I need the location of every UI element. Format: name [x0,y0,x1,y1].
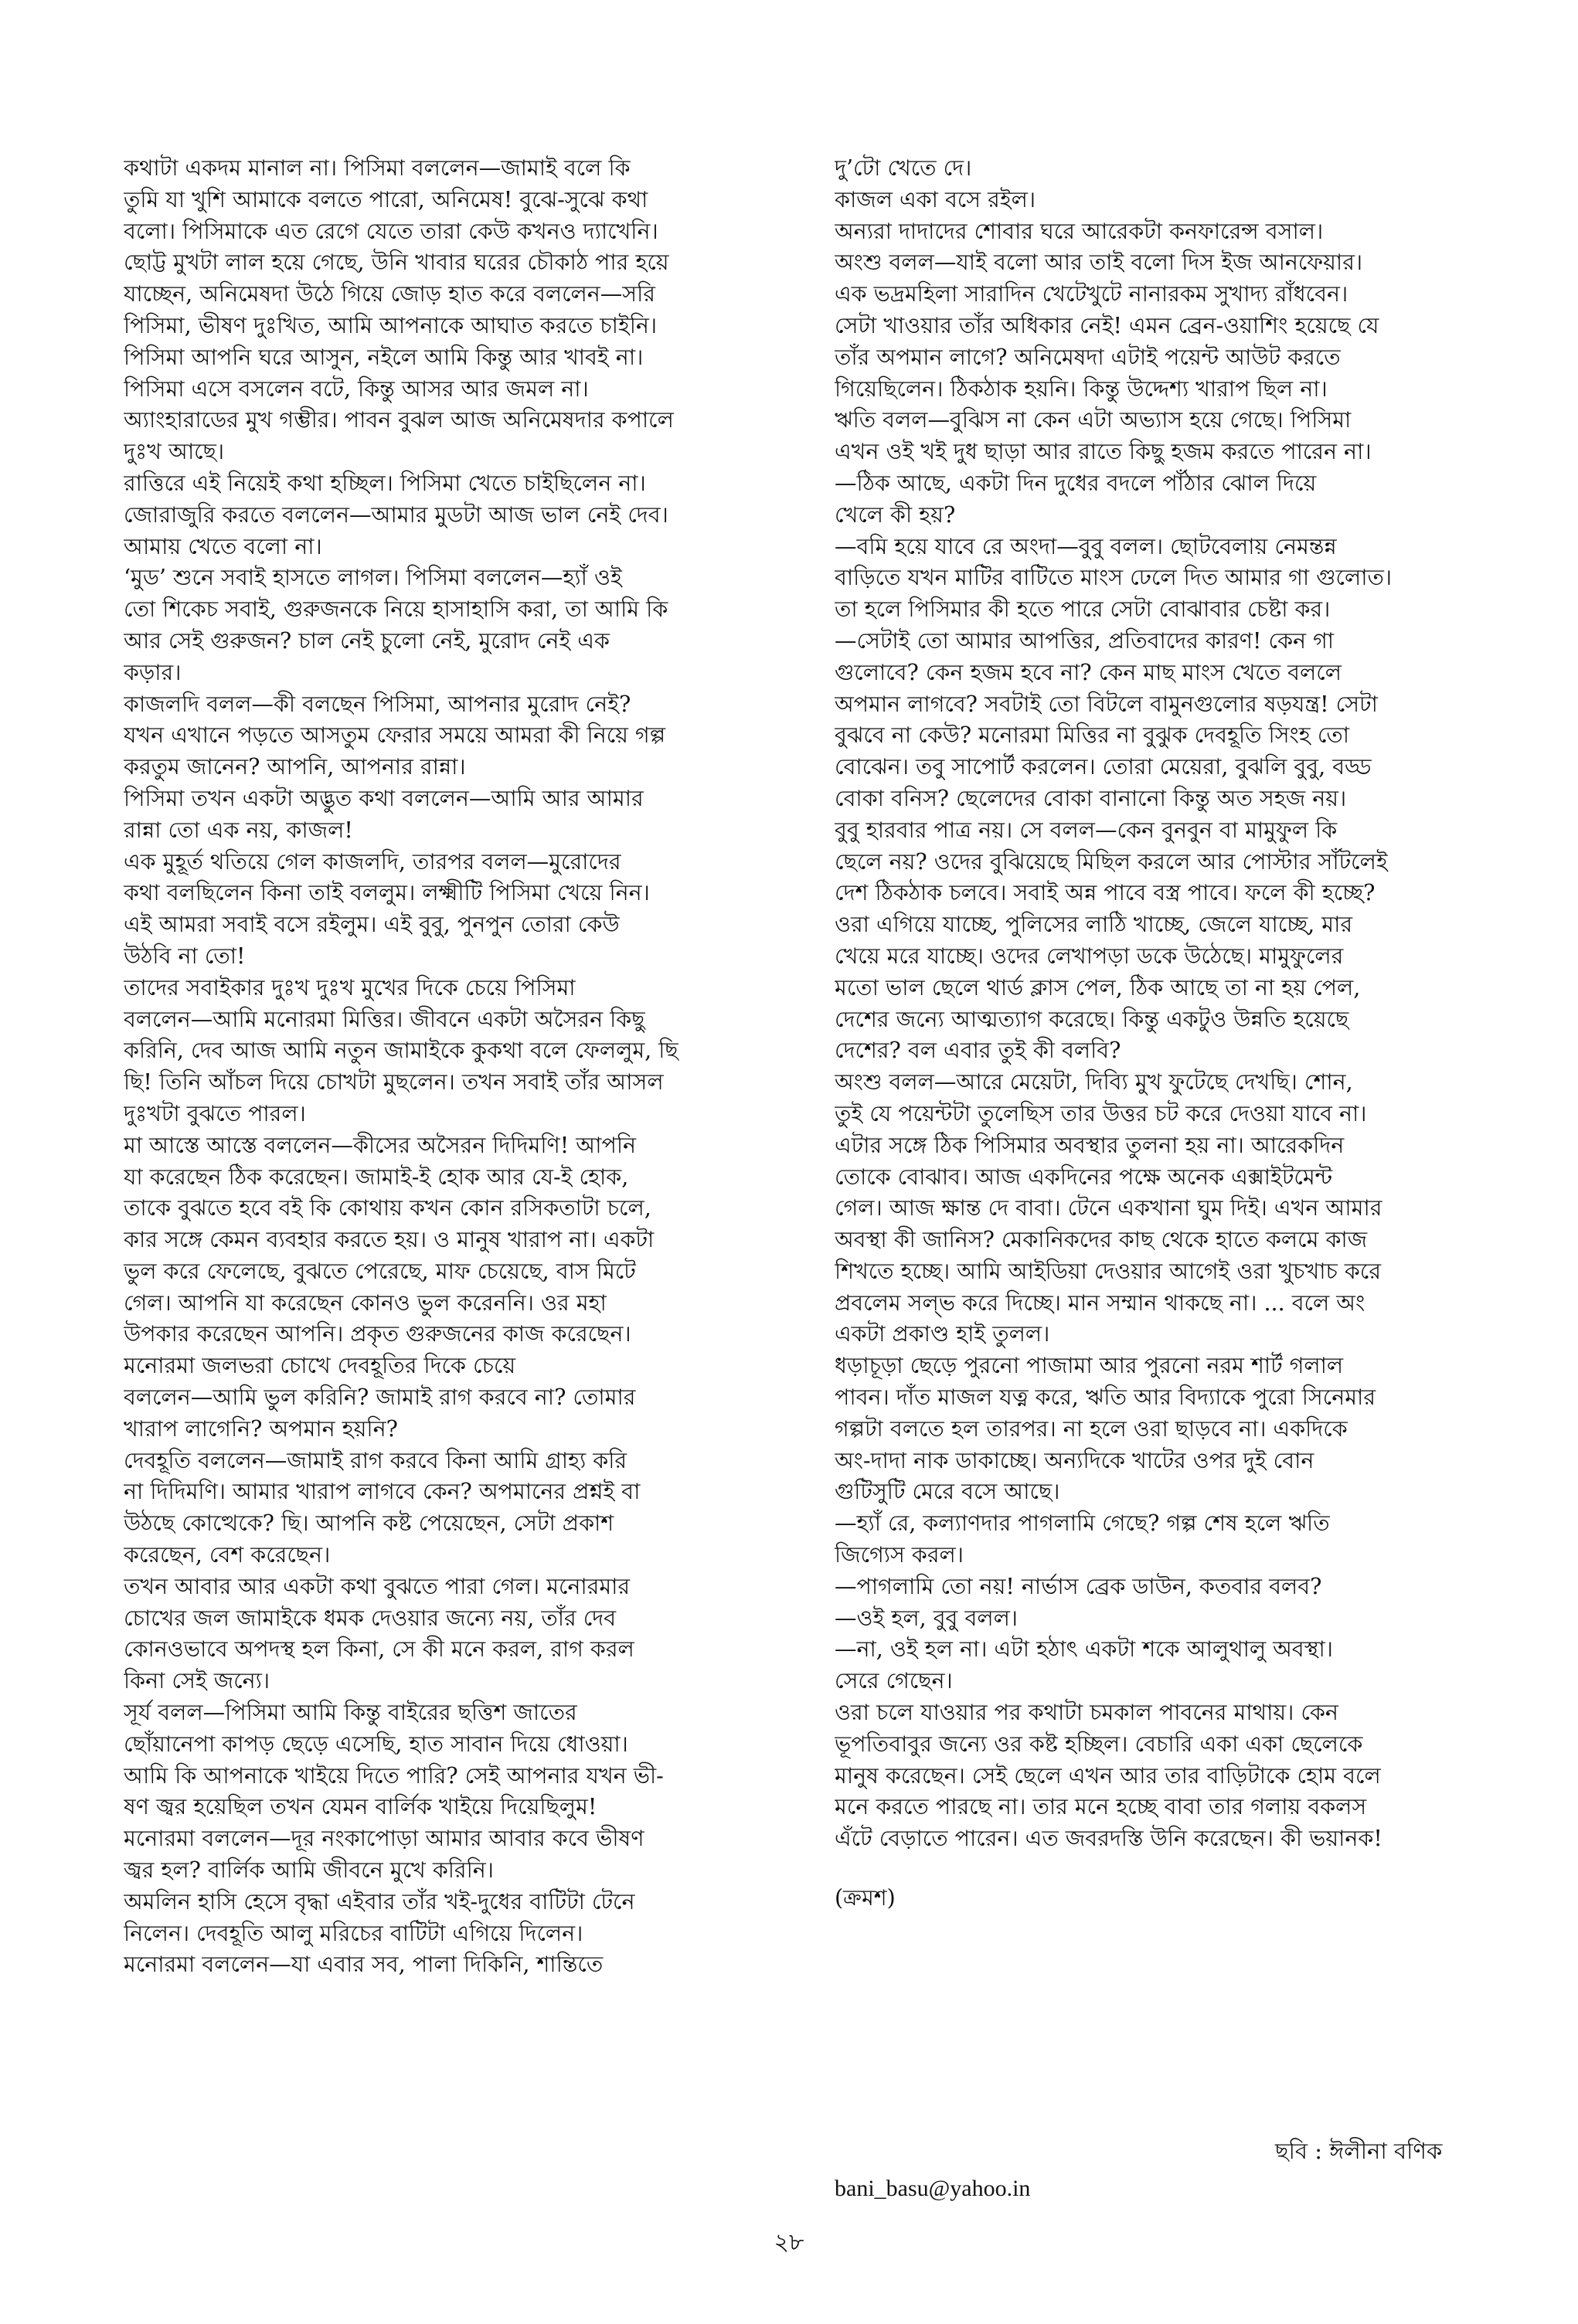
text-line: আর সেই গুরুজন? চাল নেই চুলো নেই, মুরোদ নেই এক [124,627,610,654]
text-line: না দিদিমণি। আমার খারাপ লাগবে কেন? অপমানের প্রশ্নই বা [124,1479,641,1505]
illustration-credit: ছবি : ঈলীনা বণিক [1275,2138,1443,2164]
text-line: অ্যাংহারাডের মুখ গম্ভীর। পাবন বুঝল আজ অনিমেষদার কপালে [124,407,674,433]
text-line: যাচ্ছেন, অনিমেষদা উঠে গিয়ে জোড় হাত করে বললেন—সরি [124,281,655,307]
text-line: করতুম জানেন? আপনি, আপনার রান্না। [124,754,466,780]
text-line: মনে করতে পারছে না। তার মনে হচ্ছে বাবা তার গলায় বকলস [835,1794,1367,1820]
text-line: মা আস্তে আস্তে বললেন—কীসের অসৈরন দিদিমণি! আপনি [124,1132,637,1158]
text-line: আমায় খেতে বলো না। [124,533,322,559]
text-line: দেশ ঠিকঠাক চলবে। সবাই অন্ন পাবে বস্ত্র পাবে। ফলে কী হচ্ছে? [835,880,1376,906]
text-line: দেবহূতি বললেন—জামাই রাগ করবে কিনা আমি গ্রাহ্য করি [124,1447,627,1473]
text-line: মনোরমা বললেন—যা এবার সব, পালা দিকিনি, শান্তিতে [124,1952,604,1978]
text-line: ছেলে নয়? ওদের বুঝিয়েছে মিছিল করলে আর পোস্টার সাঁটলেই [835,848,1388,875]
text-line: এক মুহূর্ত থতিয়ে গেল কাজলদি, তারপর বলল—মুরোদের [124,848,621,875]
text-line: ‘মুড’ শুনে সবাই হাসতে লাগল। পিসিমা বললেন—হ্যাঁ ওই [124,565,622,591]
text-line: বলো। পিসিমাকে এত রেগে যেতে তারা কেউ কখনও দ্যাখেনি। [124,218,658,244]
text-line: গিয়েছিলেন। ঠিকঠাক হয়নি। কিন্তু উদ্দেশ্য খারাপ ছিল না। [835,375,1328,402]
text-line: বুবু হারবার পাত্র নয়। সে বলল—কেন বুনবুন বা মামুফুল কি [835,817,1338,843]
text-line: অমলিন হাসি হেসে বৃদ্ধা এইবার তাঁর খই-দুধের বাটিটা টেনে [124,1888,635,1915]
text-line: গেল। আপনি যা করেছেন কোনও ভুল করেননি। ওর মহা [124,1289,607,1316]
text-line: —না, ওই হল না। এটা হঠাৎ একটা শকে আলুথালু অবস্থা। [835,1636,1333,1663]
text-line: পাবন। দাঁত মাজল যত্ন করে, ঋতি আর বিদ্যাকে পুরো সিনেমার [835,1385,1376,1411]
text-line: ষণ জ্বর হয়েছিল তখন যেমন বার্লিক খাইয়ে দিয়েছিলুম! [124,1794,597,1820]
text-line: এই আমরা সবাই বসে রইলুম। এই বুবু, পুনপুন তোরা কেউ [124,912,620,938]
text-line: অংশু বলল—যাই বলো আর তাই বলো দিস ইজ আনফেয়ার। [835,250,1363,276]
text-line: এঁটে বেড়াতে পারেন। এত জবরদস্তি উনি করেছেন। কী ভয়ানক! [835,1826,1382,1852]
text-line: দুঃখটা বুঝতে পারল। [124,1100,306,1126]
text-line: তখন আবার আর একটা কথা বুঝতে পারা গেল। মনোরমার [124,1573,631,1599]
text-line: বললেন—আমি ভুল করিনি? জামাই রাগ করবে না? তোমার [124,1385,636,1411]
text-line: উপকার করেছেন আপনি। প্রকৃত গুরুজনের কাজ করেছেন। [124,1321,631,1347]
text-line: তুমি যা খুশি আমাকে বলতে পারো, অনিমেষ! বুঝে-সুঝে কথা [124,186,648,212]
text-line: —বমি হয়ে যাবে রে অংদা—বুবু বলল। ছোটবেলায় নেমন্তন্ন [835,533,1337,559]
text-line: বললেন—আমি মনোরমা মিত্তির। জীবনে একটা অসৈরন কিছু [124,1006,645,1032]
text-line: কোনওভাবে অপদস্থ হল কিনা, সে কী মনে করল, রাগ করল [124,1636,634,1663]
text-line: অন্যরা দাদাদের শোবার ঘরে আরেকটা কনফারেন্স বসাল। [835,218,1324,244]
text-line: কিনা সেই জন্যে। [124,1668,270,1694]
paragraph-gap [835,1855,1491,1883]
text-line: সেটা খাওয়ার তাঁর অধিকার নেই! এমন ব্রেন-ওয়াশিং হয়েছে যে [835,312,1379,338]
left-text-column [124,153,780,1981]
text-line: —হ্যাঁ রে, কল্যাণদার পাগলামি গেছে? গল্প শেষ হলে ঋতি [835,1510,1330,1537]
text-line: প্রবলেম সল্ভ করে দিচ্ছে। মান সম্মান থাকছে না। ... বলে অং [835,1289,1365,1316]
text-line: দেশের? বল এবার তুই কী বলবি? [835,1038,1121,1064]
text-line: পিসিমা তখন একটা অদ্ভুত কথা বললেন—আমি আর আমার [124,785,644,811]
text-line: —সেটাই তো আমার আপত্তির, প্রতিবাদের কারণ! কেন গা [835,627,1335,654]
text-line: যা করেছেন ঠিক করেছেন। জামাই-ই হোক আর যে-ই হোক, [124,1164,629,1190]
text-line: তোকে বোঝাব। আজ একদিনের পক্ষে অনেক এক্সাইটমেন্ট [835,1164,1333,1190]
text-line: খেলে কী হয়? [835,501,956,528]
right-text-column [835,153,1491,1915]
text-line: —পাগলামি তো নয়! নার্ভাস ব্রেক ডাউন, কতবার বলব? [835,1573,1322,1599]
text-line: খারাপ লাগেনি? অপমান হয়নি? [124,1415,398,1442]
text-line: গেল। আজ ক্ষান্ত দে বাবা। টেনে একখানা ঘুম দিই। এখন আমার [835,1195,1382,1221]
text-line: তাদের সবাইকার দুঃখ দুঃখ মুখের দিকে চেয়ে পিসিমা [124,974,576,1001]
text-line: দেশের জন্যে আত্মত্যাগ করেছে। কিন্তু একটুও উন্নতি হয়েছে [835,1006,1349,1032]
text-line: পিসিমা, ভীষণ দুঃখিত, আমি আপনাকে আঘাত করতে চাইনি। [124,312,658,338]
text-line: ঋতি বলল—বুঝিস না কেন এটা অভ্যাস হয়ে গেছে। পিসিমা [835,407,1352,433]
text-line: মানুষ করেছেন। সেই ছেলে এখন আর তার বাড়িটাকে হোম বলে [835,1762,1381,1789]
text-line: সূর্য বলল—পিসিমা আমি কিন্তু বাইরের ছত্তিশ জাতের [124,1700,577,1726]
text-line: উঠছে কোত্থেকে? ছি। আপনি কষ্ট পেয়েছেন, সেটা প্রকাশ [124,1510,614,1537]
text-line: জোরাজুরি করতে বললেন—আমার মুডটা আজ ভাল নেই দেব। [124,501,668,528]
author-email: bani_basu@yahoo.in [835,2176,1031,2201]
text-line: কাজলদি বলল—কী বলছেন পিসিমা, আপনার মুরোদ নেই? [124,691,631,717]
text-line: ভূপতিবাবুর জন্যে ওর কষ্ট হচ্ছিল। বেচারি একা একা ছেলেকে [835,1731,1363,1757]
text-line: চোখের জল জামাইকে ধমক দেওয়ার জন্যে নয়, তাঁর দেব [124,1605,617,1631]
text-line: পিসিমা এসে বসলেন বটে, কিন্তু আসর আর জমল না। [124,375,589,402]
text-line: ছি! তিনি আঁচল দিয়ে চোখটা মুছলেন। তখন সবাই তাঁর আসল [124,1069,664,1096]
text-line: গুলোবে? কেন হজম হবে না? কেন মাছ মাংস খেতে বললে [835,659,1342,685]
text-line: ওরা এগিয়ে যাচ্ছে, পুলিসের লাঠি খাচ্ছে, জেলে যাচ্ছে, মার [835,912,1353,938]
text-line: জিগ্যেস করল। [835,1542,964,1568]
text-line: তুই যে পয়েন্টটা তুলেছিস তার উত্তর চট করে দেওয়া যাবে না। [835,1100,1367,1126]
text-line: উঠবি না তো! [124,943,246,969]
text-line: —ওই হল, বুবু বলল। [835,1605,1018,1631]
text-line: একটা প্রকাণ্ড হাই তুলল। [835,1321,1050,1347]
text-line: তাঁর অপমান লাগে? অনিমেষদা এটাই পয়েন্ট আউট করতে [835,344,1341,370]
text-line: তাকে বুঝতে হবে বই কি কোথায় কখন কোন রসিকতাটা চলে, [124,1195,651,1221]
text-line: কার সঙ্গে কেমন ব্যবহার করতে হয়। ও মানুষ খারাপ না। একটা [124,1227,655,1253]
text-line: শিখতে হচ্ছে। আমি আইডিয়া দেওয়ার আগেই ওরা খুচখাচ করে [835,1258,1381,1284]
text-line: (ক্রমশ) [835,1885,896,1911]
text-line: কথাটা একদম মানাল না। পিসিমা বললেন—জামাই বলে কি [124,155,631,181]
text-line: খেয়ে মরে যাচ্ছে। ওদের লেখাপড়া ডকে উঠেছে। মামুফুলের [835,943,1344,969]
text-line: এক ভদ্রমহিলা সারাদিন খেটেখুটে নানারকম সুখাদ্য রাঁধবেন। [835,281,1348,307]
text-line: এখন ওই খই দুধ ছাড়া আর রাতে কিছু হজম করতে পারেন না। [835,439,1372,465]
text-line: অংশু বলল—আরে মেয়েটা, দিব্যি মুখ ফুটেছে দেখছি। শোন, [835,1069,1353,1096]
text-line: দুঃখ আছে। [124,439,225,465]
page-number: ২৮ [774,2229,804,2256]
text-line: ছোঁয়ানেপা কাপড় ছেড়ে এসেছি, হাত সাবান দিয়ে ধোওয়া। [124,1731,628,1757]
text-line: রান্না তো এক নয়, কাজল! [124,817,353,843]
text-line: অং-দাদা নাক ডাকাচ্ছে। অন্যদিকে খাটের ওপর দুই বোন [835,1447,1314,1473]
text-line: কাজল একা বসে রইল। [835,186,1036,212]
text-line: বাড়িতে যখন মাটির বাটিতে মাংস ঢেলে দিত আমার গা গুলোত। [835,565,1393,591]
text-line: বোকা বনিস? ছেলেদের বোকা বানানো কিন্তু অত সহজ নয়। [835,785,1347,811]
text-line: বুঝবে না কেউ? মনোরমা মিত্তির না বুঝুক দেবহূতি সিংহ তো [835,722,1350,749]
text-line: ভুল করে ফেলেছে, বুঝতে পেরেছে, মাফ চেয়েছে, বাস মিটে [124,1258,636,1284]
text-line: করেছেন, বেশ করেছেন। [124,1542,331,1568]
text-line: বোঝেন। তবু সাপোর্ট করলেন। তোরা মেয়েরা, বুঝলি বুবু, বড্ড [835,754,1372,780]
text-line: মনোরমা বললেন—দূর নংকাপোড়া আমার আবার কবে ভীষণ [124,1826,644,1852]
text-line: ছোট্ট মুখটা লাল হয়ে গেছে, উনি খাবার ঘরের চৌকাঠ পার হয়ে [124,250,669,276]
text-line: কড়ার। [124,659,182,685]
text-line: —ঠিক আছে, একটা দিন দুধের বদলে পাঁঠার ঝোল দিয়ে [835,470,1317,496]
text-line: গুটিসুটি মেরে বসে আছে। [835,1479,1060,1505]
text-line: ধড়াচূড়া ছেড়ে পুরনো পাজামা আর পুরনো নরম শার্ট গলাল [835,1353,1344,1379]
text-line: অপমান লাগবে? সবটাই তো বিটলে বামুনগুলোর ষড়যন্ত্র! সেটা [835,691,1378,717]
text-line: সেরে গেছেন। [835,1668,953,1694]
text-line: জ্বর হল? বার্লিক আমি জীবনে মুখে করিনি। [124,1857,494,1884]
text-line: নিলেন। দেবহূতি আলু মরিচের বাটিটা এগিয়ে দিলেন। [124,1920,583,1946]
text-line: তো শিকেচ সবাই, গুরুজনকে নিয়ে হাসাহাসি করা, তা আমি কি [124,596,668,623]
text-line: মনোরমা জলভরা চোখে দেবহূতির দিকে চেয়ে [124,1353,516,1379]
text-line: তা হলে পিসিমার কী হতে পারে সেটা বোঝাবার চেষ্টা কর। [835,596,1331,623]
text-line: কথা বলছিলেন কিনা তাই বললুম। লক্ষ্মীটি পিসিমা খেয়ে নিন। [124,880,650,906]
text-line: করিনি, দেব আজ আমি নতুন জামাইকে কুকথা বলে ফেললুম, ছি [124,1038,678,1064]
text-line: যখন এখানে পড়তে আসতুম ফেরার সময়ে আমরা কী নিয়ে গল্প [124,722,666,749]
text-line: অবস্থা কী জানিস? মেকানিকদের কাছ থেকে হাতে কলমে কাজ [835,1227,1368,1253]
text-line: মতো ভাল ছেলে থার্ড ক্লাস পেল, ঠিক আছে তা না হয় পেল, [835,974,1361,1001]
text-line: দু’টো খেতে দে। [835,155,972,181]
text-line: এটার সঙ্গে ঠিক পিসিমার অবস্থার তুলনা হয় না। আরেকদিন [835,1132,1345,1158]
text-line: ওরা চলে যাওয়ার পর কথাটা চমকাল পাবনের মাথায়। কেন [835,1700,1338,1726]
text-line: পিসিমা আপনি ঘরে আসুন, নইলে আমি কিন্তু আর খাবই না। [124,344,644,370]
text-line: গল্পটা বলতে হল তারপর। না হলে ওরা ছাড়বে না। একদিকে [835,1415,1348,1442]
text-line: আমি কি আপনাকে খাইয়ে দিতে পারি? সেই আপনার যখন ভী- [124,1762,664,1789]
text-line: রাত্তিরে এই নিয়েই কথা হচ্ছিল। পিসিমা খেতে চাইছিলেন না। [124,470,646,496]
